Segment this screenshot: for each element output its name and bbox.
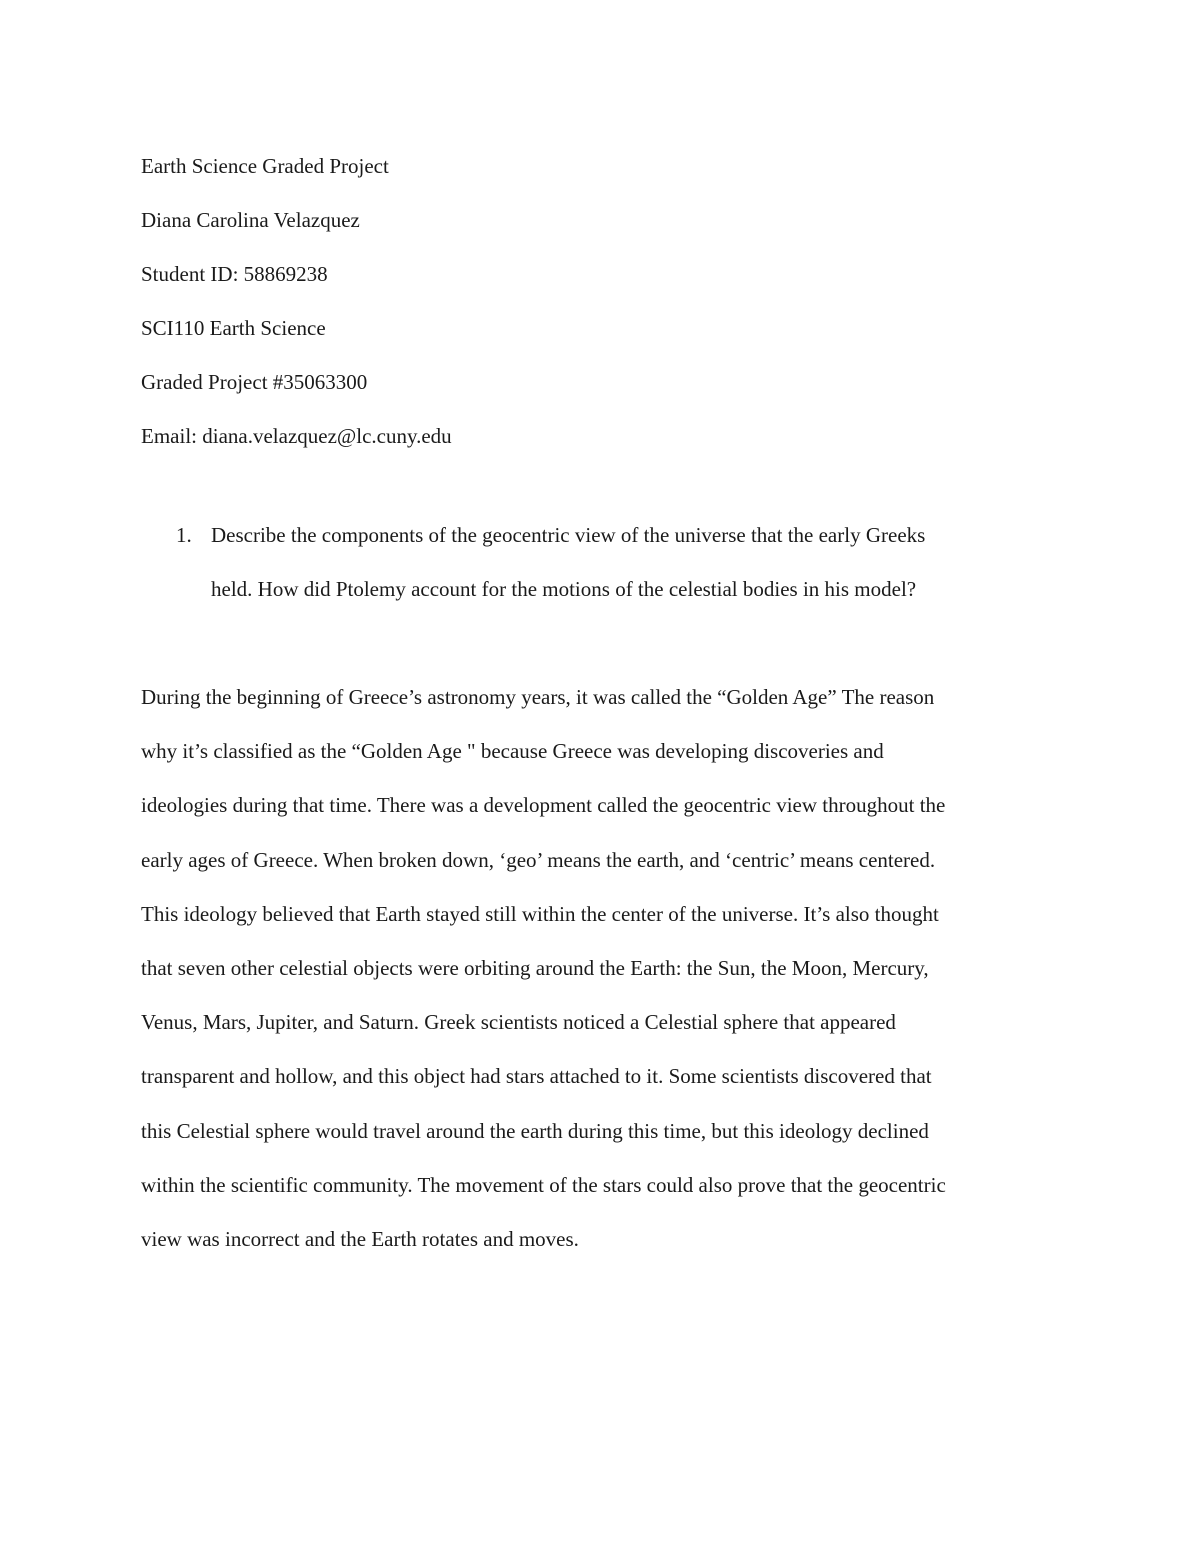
answer-line: ideologies during that time. There was a development called the geocentric view throughout the	[141, 793, 946, 818]
course-name: SCI110 Earth Science	[141, 316, 326, 340]
answer-line: this Celestial sphere would travel around the earth during this time, but this ideology declined	[141, 1118, 929, 1143]
answer-line: that seven other celestial objects were orbiting around the Earth: the Sun, the Moon, Mercury,	[141, 955, 929, 980]
project-number: Graded Project #35063300	[141, 370, 368, 394]
answer-line: view was incorrect and the Earth rotates and moves.	[141, 1226, 579, 1251]
answer-line: within the scientific community. The movement of the stars could also prove that the geocentric	[141, 1172, 946, 1197]
answer-line: why it’s classified as the “Golden Age " because Greece was developing discoveries and	[141, 739, 884, 764]
student-name: Diana Carolina Velazquez	[141, 208, 360, 232]
student-id: Student ID: 58869238	[141, 262, 328, 286]
answer-line: During the beginning of Greece’s astronomy years, it was called the “Golden Age” The reason	[141, 685, 935, 709]
answer-line: early ages of Greece. When broken down, ‘geo’ means the earth, and ‘centric’ means centered.	[141, 847, 936, 872]
answer-paragraph	[141, 670, 1061, 1266]
document-header	[141, 139, 1061, 463]
answer-line: Venus, Mars, Jupiter, and Saturn. Greek scientists noticed a Celestial sphere that appeared	[141, 1010, 896, 1035]
email-line: Email: diana.velazquez@lc.cuny.edu	[141, 424, 452, 448]
question-number: 1.	[176, 523, 192, 547]
document-title: Earth Science Graded Project	[141, 154, 389, 178]
question-text	[211, 508, 1061, 616]
question-line: held. How did Ptolemy account for the motions of the celestial bodies in his model?	[211, 577, 917, 601]
answer-line: This ideology believed that Earth stayed still within the center of the universe. It’s also thought	[141, 901, 939, 926]
question-line: Describe the components of the geocentric view of the universe that the early Greeks	[211, 523, 926, 547]
answer-line: transparent and hollow, and this object had stars attached to it. Some scientists discovered that	[141, 1064, 932, 1089]
